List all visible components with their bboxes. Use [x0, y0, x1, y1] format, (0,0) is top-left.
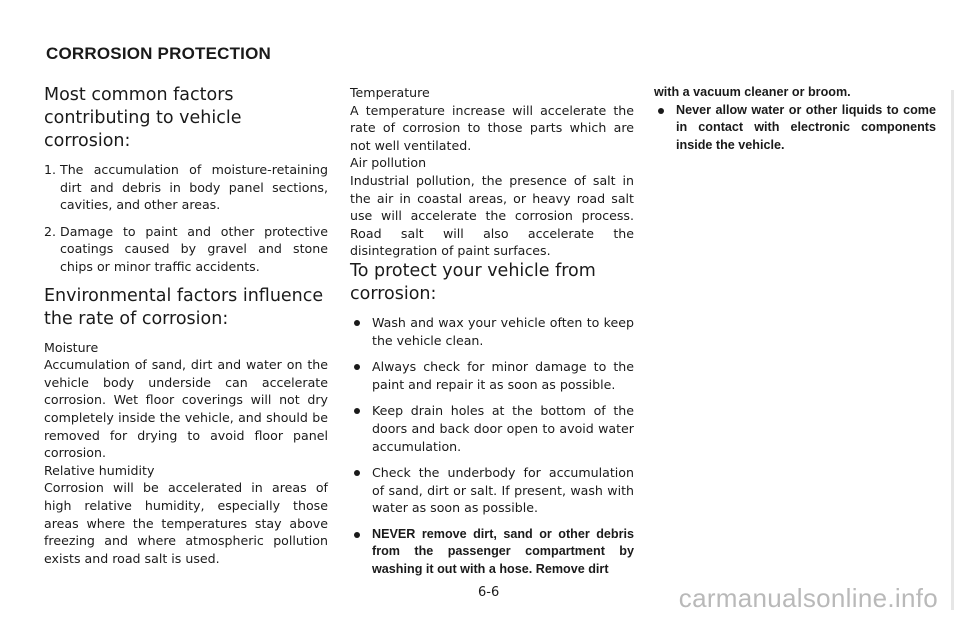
page-title: CORROSION PROTECTION [46, 44, 272, 63]
list-item-warning [654, 102, 936, 155]
list-item-text: Always check for minor damage to the paint and repair it as soon as possible. [372, 359, 634, 392]
column-left [44, 84, 328, 567]
air-pollution-label: Air pollution [350, 155, 427, 171]
air-pollution-text: Industrial pollution, the presence of salt in the air in coastal areas, or heavy road salt use will accelerate the corrosion process. Road salt will also accelerate the disintegration of paint surfaces. [350, 172, 634, 259]
section-heading-environmental: Environmental factors influence the rate of corrosion: [44, 285, 324, 329]
list-item [350, 464, 634, 517]
protection-list [350, 314, 634, 579]
warning-continuation: with a vacuum cleaner or broom. [654, 85, 851, 99]
list-item [44, 223, 328, 276]
list-item [44, 161, 328, 214]
bullet-icon [354, 364, 360, 370]
section-heading-protect: To protect your vehicle from corrosion: [350, 260, 596, 304]
list-item [350, 402, 634, 455]
column-right [654, 84, 936, 163]
section-heading-factors: Most common factors contributing to vehicle corrosion: [44, 85, 242, 151]
humidity-label: Relative humidity [44, 462, 155, 478]
list-item-text: Damage to paint and other protective coatings caused by gravel and stone chips or minor traffic accidents. [60, 223, 328, 274]
bullet-icon [354, 532, 360, 538]
list-item-text: Check the underbody for accumulation of sand, dirt or salt. If present, wash with water as soon as possible. [372, 465, 634, 516]
moisture-label: Moisture [44, 339, 99, 355]
bullet-icon [658, 108, 664, 114]
humidity-text: Corrosion will be accelerated in areas of high relative humidity, especially those areas where the temperatures stay above freezing and where atmospheric pollution exists and road salt is used. [44, 480, 328, 566]
list-item-text: The accumulation of moisture-retaining dirt and debris in body panel sections, cavities, and other areas. [60, 162, 328, 213]
list-item [350, 314, 634, 349]
page-number: 6-6 [478, 585, 500, 600]
list-item-text: Never allow water or other liquids to come in contact with electronic components inside the vehicle. [676, 102, 936, 152]
page-edge-bar [951, 90, 954, 610]
list-item-number: 1. [44, 162, 57, 177]
temperature-text: A temperature increase will accelerate the rate of corrosion to those parts which are not well ventilated. [350, 102, 634, 153]
moisture-text: Accumulation of sand, dirt and water on the vehicle body underside can accelerate corrosion. Wet floor coverings will not dry completely inside the vehicle, and should be removed for drying to avoid floor panel corrosion. [44, 357, 328, 461]
list-item-text: Keep drain holes at the bottom of the doors and back door open to avoid water accumulation. [372, 403, 634, 454]
temperature-label: Temperature [350, 85, 430, 100]
bullet-icon [354, 320, 360, 326]
list-item-number: 2. [44, 223, 57, 239]
warning-list [654, 102, 936, 155]
list-item-text: NEVER remove dirt, sand or other debris from the passenger compartment by washing it out with a hose. Remove dirt [372, 526, 634, 577]
list-item-warning [350, 526, 634, 579]
list-item-text: Wash and wax your vehicle often to keep the vehicle clean. [372, 314, 634, 348]
factors-list [44, 161, 328, 276]
bullet-icon [354, 408, 360, 414]
list-item [350, 358, 634, 393]
column-middle [350, 84, 634, 588]
bullet-icon [354, 470, 360, 476]
watermark: carmanualsonline.info [678, 583, 938, 613]
